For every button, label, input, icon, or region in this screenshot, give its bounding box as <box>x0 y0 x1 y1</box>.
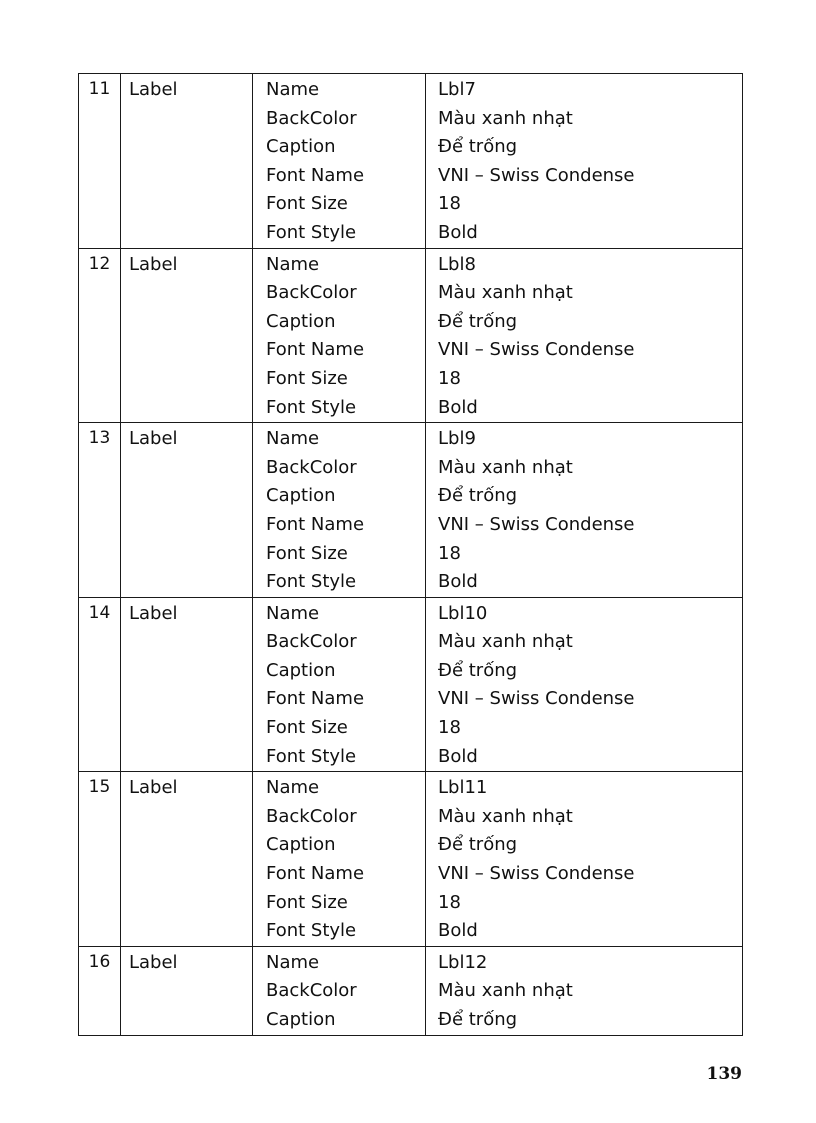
property-value: Lbl12 <box>438 951 488 973</box>
row-number-cell: 13 <box>79 423 121 598</box>
property-value: Để trống <box>438 1009 518 1030</box>
property-value: 18 <box>438 717 461 739</box>
property-value: Để trống <box>438 834 518 856</box>
property-values-cell <box>426 597 743 772</box>
property-name: Name <box>266 951 320 973</box>
property-name: BackColor <box>266 456 357 478</box>
property-name: Font Name <box>266 863 365 885</box>
property-value: Lbl9 <box>438 428 476 450</box>
property-values-cell <box>426 248 743 423</box>
property-value: Bold <box>438 920 478 942</box>
property-name: Font Name <box>266 688 365 710</box>
row-number-cell: 16 <box>79 946 121 1035</box>
control-type-cell: Label <box>121 772 253 947</box>
property-name: Caption <box>266 834 336 856</box>
property-name: Font Size <box>266 542 348 564</box>
property-value: 18 <box>438 891 461 913</box>
property-name: Name <box>266 777 320 799</box>
table-row <box>79 74 743 249</box>
property-value: Màu xanh nhạt <box>438 980 573 1002</box>
property-value: Màu xanh nhạt <box>438 282 573 304</box>
property-value: Bold <box>438 571 478 593</box>
property-value: Bold <box>438 745 478 767</box>
property-name: Font Style <box>266 396 357 418</box>
properties-table-body <box>79 74 743 1036</box>
property-name: Font Size <box>266 891 348 913</box>
property-name: Font Style <box>266 745 357 767</box>
property-value: Màu xanh nhạt <box>438 631 573 653</box>
property-value: VNI – Swiss Condense <box>438 164 635 186</box>
property-name: Font Style <box>266 221 357 243</box>
property-value: Màu xanh nhạt <box>438 456 573 478</box>
property-names-cell <box>253 946 426 1035</box>
property-name: Font Name <box>266 164 365 186</box>
property-name: Font Size <box>266 717 348 739</box>
property-name: Caption <box>266 659 336 681</box>
control-type-cell: Label <box>121 597 253 772</box>
property-value: VNI – Swiss Condense <box>438 339 635 361</box>
property-value: Lbl8 <box>438 253 476 275</box>
property-name: Caption <box>266 136 336 158</box>
table-row <box>79 772 743 947</box>
property-values-cell <box>426 946 743 1035</box>
property-value: 18 <box>438 193 461 215</box>
property-value: Màu xanh nhạt <box>438 805 573 827</box>
property-values-cell <box>426 772 743 947</box>
property-value: Để trống <box>438 485 518 507</box>
row-number-cell: 11 <box>79 74 121 249</box>
control-type-cell: Label <box>121 423 253 598</box>
property-value: Để trống <box>438 310 518 332</box>
table-row <box>79 248 743 423</box>
property-name: Name <box>266 253 320 275</box>
property-name: Font Style <box>266 920 357 942</box>
property-names-cell <box>253 597 426 772</box>
property-value: VNI – Swiss Condense <box>438 513 635 535</box>
property-value: Lbl10 <box>438 602 488 624</box>
property-value: VNI – Swiss Condense <box>438 688 635 710</box>
property-value: Màu xanh nhạt <box>438 107 573 129</box>
property-name: Name <box>266 79 320 100</box>
property-value: VNI – Swiss Condense <box>438 863 635 885</box>
property-value: 18 <box>438 367 461 389</box>
property-value: Để trống <box>438 136 518 158</box>
property-values-cell <box>426 423 743 598</box>
property-value: Bold <box>438 221 478 243</box>
row-number-cell: 15 <box>79 772 121 947</box>
control-type-cell: Label <box>121 74 253 249</box>
property-name: BackColor <box>266 805 357 827</box>
property-name: Caption <box>266 310 336 332</box>
control-type-cell: Label <box>121 946 253 1035</box>
property-name: Name <box>266 428 320 450</box>
row-number-cell: 12 <box>79 248 121 423</box>
property-value: Lbl7 <box>438 79 476 100</box>
property-name: BackColor <box>266 107 357 129</box>
property-values-cell <box>426 74 743 249</box>
property-name: BackColor <box>266 631 357 653</box>
table-row <box>79 597 743 772</box>
property-names-cell <box>253 248 426 423</box>
property-names-cell <box>253 772 426 947</box>
table-row <box>79 946 743 1035</box>
property-value: 18 <box>438 542 461 564</box>
table-row <box>79 423 743 598</box>
property-names-cell <box>253 423 426 598</box>
property-name: Caption <box>266 485 336 507</box>
property-name: BackColor <box>266 282 357 304</box>
property-names-cell <box>253 74 426 249</box>
properties-table <box>78 73 743 1036</box>
property-name: BackColor <box>266 980 357 1002</box>
property-name: Caption <box>266 1009 336 1030</box>
property-name: Font Style <box>266 571 357 593</box>
property-name: Name <box>266 602 320 624</box>
property-value: Lbl11 <box>438 777 488 799</box>
page-number: 139 <box>706 1064 742 1084</box>
property-name: Font Size <box>266 193 348 215</box>
property-name: Font Size <box>266 367 348 389</box>
property-value: Để trống <box>438 659 518 681</box>
property-name: Font Name <box>266 513 365 535</box>
property-name: Font Name <box>266 339 365 361</box>
property-value: Bold <box>438 396 478 418</box>
control-type-cell: Label <box>121 248 253 423</box>
row-number-cell: 14 <box>79 597 121 772</box>
